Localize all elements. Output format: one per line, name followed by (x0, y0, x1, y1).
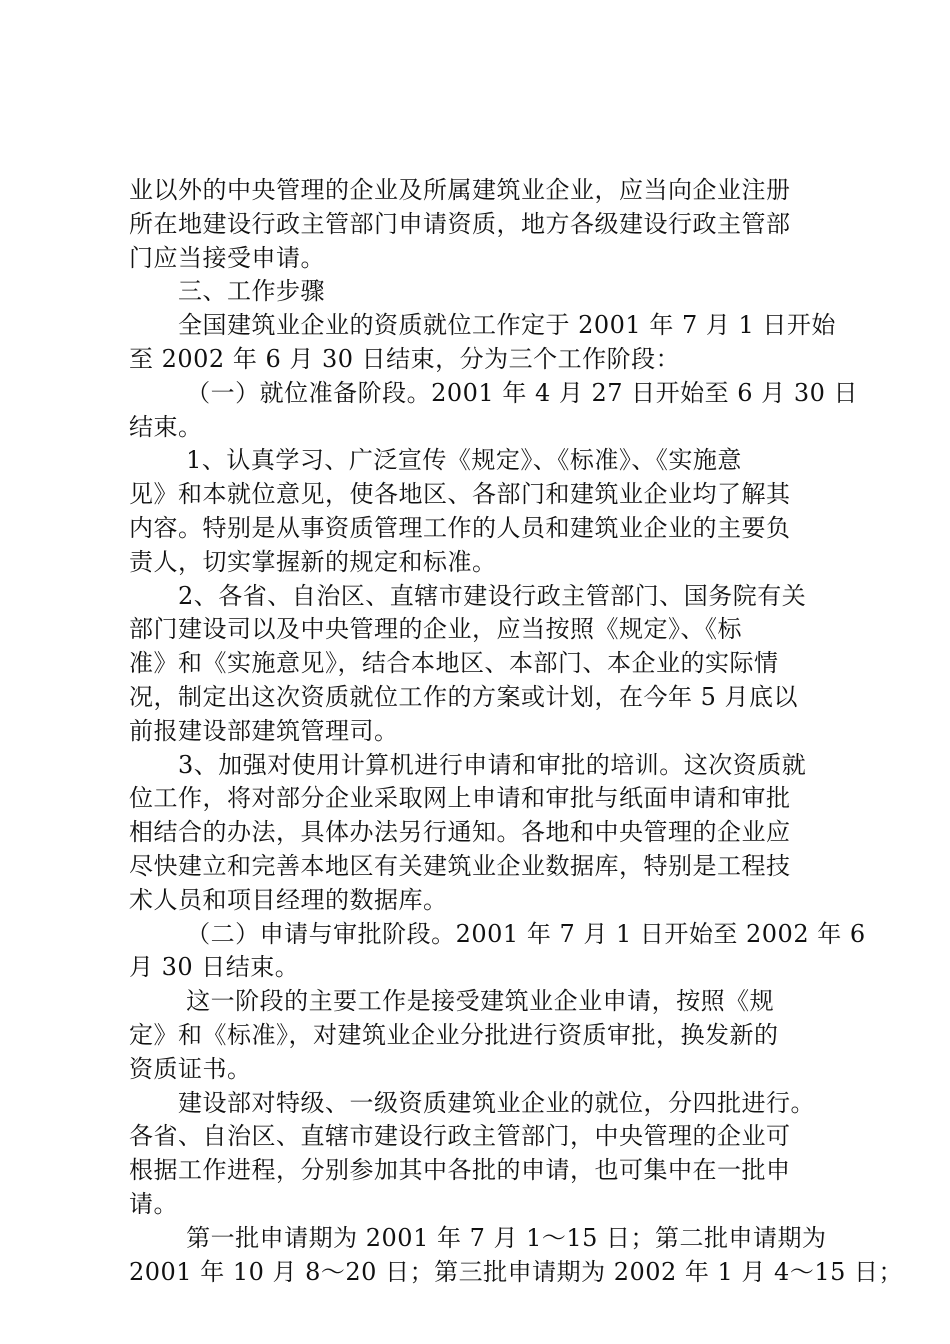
text-line: 这一阶段的主要工作是接受建筑业企业申请，按照《规 (129, 987, 775, 1016)
text-line: 所在地建设行政主管部门申请资质，地方各级建设行政主管部 (129, 209, 791, 238)
text-line: 根据工作进程，分别参加其中各批的申请，也可集中在一批申 (129, 1156, 791, 1185)
text-line: 见》和本就位意见，使各地区、各部门和建筑业企业均了解其 (129, 480, 791, 509)
document-body (129, 174, 903, 1289)
subsection-heading: （二）申请与审批阶段。2001 年 7 月 1 日开始至 2002 年 6 (129, 919, 866, 948)
text-line: 至 2002 年 6 月 30 日结束，分为三个工作阶段： (129, 344, 681, 373)
text-line: 建设部对特级、一级资质建筑业企业的就位，分四批进行。 (129, 1088, 815, 1117)
text-line: 准》和《实施意见》，结合本地区、本部门、本企业的实际情 (129, 649, 779, 678)
text-line: 位工作，将对部分企业采取网上申请和审批与纸面申请和审批 (129, 784, 791, 813)
text-line: 第一批申请期为 2001 年 7 月 1～15 日；第二批申请期为 (129, 1223, 827, 1252)
text-line: 相结合的办法，具体办法另行通知。各地和中央管理的企业应 (129, 818, 791, 847)
text-line: 定》和《标准》，对建筑业企业分批进行资质审批，换发新的 (129, 1020, 779, 1049)
text-line: 全国建筑业企业的资质就位工作定于 2001 年 7 月 1 日开始 (129, 311, 836, 340)
text-line: 资质证书。 (129, 1054, 252, 1083)
text-line: 2、各省、自治区、直辖市建设行政主管部门、国务院有关 (129, 581, 807, 610)
text-line: 各省、自治区、直辖市建设行政主管部门，中央管理的企业可 (129, 1122, 791, 1151)
text-line: 责人，切实掌握新的规定和标准。 (129, 547, 497, 576)
text-line: 月 30 日结束。 (129, 953, 300, 982)
text-line: 业以外的中央管理的企业及所属建筑业企业，应当向企业注册 (129, 176, 791, 204)
text-line: 前报建设部建筑管理司。 (129, 716, 399, 745)
subsection-heading: （一）就位准备阶段。2001 年 4 月 27 日开始至 6 月 30 日 (129, 378, 858, 407)
section-heading: 三、工作步骤 (129, 277, 325, 306)
text-line: 2001 年 10 月 8～20 日；第三批申请期为 2002 年 1 月 4～15 日； (129, 1257, 903, 1286)
text-line: 门应当接受申请。 (129, 243, 325, 272)
text-line: 部门建设司以及中央管理的企业，应当按照《规定》、《标 (129, 615, 742, 644)
text-line: 1、认真学习、广泛宣传《规定》、《标准》、《实施意 (129, 446, 742, 475)
text-line: 3、加强对使用计算机进行申请和审批的培训。这次资质就 (129, 750, 807, 779)
text-line: 内容。特别是从事资质管理工作的人员和建筑业企业的主要负 (129, 513, 791, 542)
text-line: 况，制定出这次资质就位工作的方案或计划，在今年 5 月底以 (129, 682, 799, 711)
text-line: 请。 (129, 1189, 178, 1218)
text-line: 尽快建立和完善本地区有关建筑业企业数据库，特别是工程技 (129, 851, 791, 880)
text-line: 结束。 (129, 412, 203, 441)
text-line: 术人员和项目经理的数据库。 (129, 885, 448, 914)
